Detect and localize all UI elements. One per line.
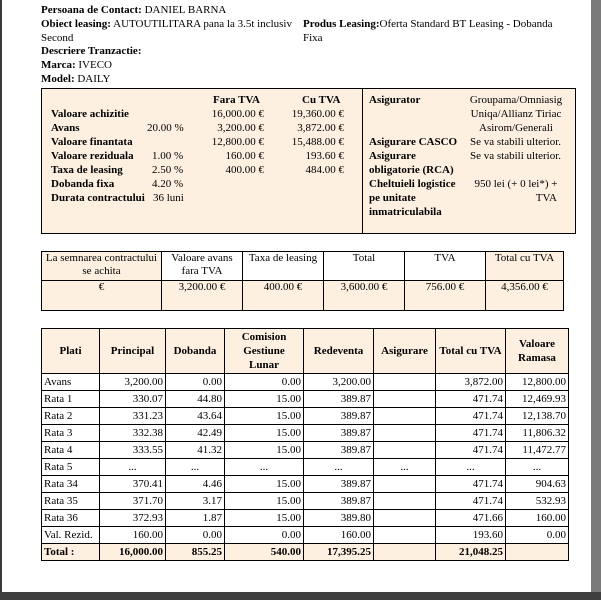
- summary-value: 400.00 €: [243, 281, 324, 311]
- row-label: Rata 4: [42, 442, 100, 459]
- table-row: [42, 510, 569, 527]
- row-pct: 36 luni: [153, 192, 184, 204]
- row-cell: 160.00: [304, 527, 374, 544]
- col-header: Valoare Ramasa: [506, 329, 569, 374]
- row-cu: 3,872.00 €: [297, 122, 344, 134]
- table-row: [42, 442, 569, 459]
- insurer-line: Asirom/Generali: [479, 122, 553, 134]
- contact-value: DANIEL BARNA: [144, 4, 227, 16]
- summary-value: €: [42, 281, 162, 311]
- row-cell: [374, 425, 436, 442]
- row-cell: 332.38: [100, 425, 166, 442]
- row-fara: 400.00 €: [225, 164, 264, 176]
- row-cell: 904.63: [506, 476, 569, 493]
- payment-on-signing-table: [41, 251, 564, 311]
- insurance-box: [362, 88, 576, 234]
- col-header: Comision Gestiune Lunar: [225, 329, 304, 374]
- table-row: [42, 374, 569, 391]
- row-pct: 4.20 %: [152, 178, 184, 190]
- row-cell: 3,200.00: [304, 374, 374, 391]
- row-cell: 11,472.77: [506, 442, 569, 459]
- table-row: [42, 527, 569, 544]
- col-fara-tva: Fara TVA: [213, 94, 260, 106]
- product-value-line2: Fixa: [303, 32, 323, 44]
- contact-label: Persoana de Contact:: [41, 4, 142, 16]
- row-cell: 0.00: [506, 527, 569, 544]
- row-cell: 471.74: [436, 442, 506, 459]
- table-row: [42, 408, 569, 425]
- rca-label-line1: Asigurare: [369, 150, 416, 162]
- row-cell: 471.74: [436, 425, 506, 442]
- row-cell: ...: [374, 459, 436, 476]
- row-cell: ...: [100, 459, 166, 476]
- payment-schedule-table: [41, 328, 569, 561]
- rca-label-line2: obligatorie (RCA): [369, 164, 454, 176]
- row-cell: 15.00: [225, 442, 304, 459]
- row-cell: 160.00: [506, 510, 569, 527]
- summary-header: Valoare avans fara TVA: [162, 252, 243, 281]
- casco-label: Asigurare CASCO: [369, 136, 458, 148]
- row-cell: 372.93: [100, 510, 166, 527]
- row-label: Rata 36: [42, 510, 100, 527]
- total-row: [42, 544, 569, 561]
- row-cell: 15.00: [225, 391, 304, 408]
- summary-value: 3,600.00 €: [324, 281, 405, 311]
- row-cell: 21,048.25: [436, 544, 506, 561]
- row-cell: [374, 493, 436, 510]
- row-cell: 471.74: [436, 408, 506, 425]
- brand-value: IVECO: [78, 59, 112, 71]
- row-cell: 0.00: [166, 527, 225, 544]
- row-label: Rata 35: [42, 493, 100, 510]
- summary-header: TVA: [405, 252, 486, 281]
- row-cell: 389.87: [304, 391, 374, 408]
- row-pct: 20.00 %: [147, 122, 184, 134]
- table-row: [42, 459, 569, 476]
- row-cu: 19,360.00 €: [291, 108, 344, 120]
- row-cell: 389.80: [304, 510, 374, 527]
- row-cell: [374, 391, 436, 408]
- col-cu-tva: Cu TVA: [302, 94, 341, 106]
- row-cell: 43.64: [166, 408, 225, 425]
- row-cell: 15.00: [225, 476, 304, 493]
- row-cell: ...: [225, 459, 304, 476]
- row-pct: 2.50 %: [152, 164, 184, 176]
- row-cell: 44.80: [166, 391, 225, 408]
- row-cell: [374, 442, 436, 459]
- row-cell: 471.74: [436, 391, 506, 408]
- row-cell: 389.87: [304, 442, 374, 459]
- row-cell: 15.00: [225, 425, 304, 442]
- product-row: [303, 18, 553, 31]
- row-cell: [374, 544, 436, 561]
- table-row: [42, 425, 569, 442]
- row-cell: 15.00: [225, 493, 304, 510]
- row-cell: ...: [166, 459, 225, 476]
- row-fara: 12,800.00 €: [211, 136, 264, 148]
- col-header: Principal: [100, 329, 166, 374]
- row-cell: [374, 527, 436, 544]
- row-label: Valoare finantata: [51, 136, 133, 148]
- product-value: Oferta Standard BT Leasing - Dobanda: [379, 18, 553, 30]
- description-label: Descriere Tranzactie:: [41, 45, 142, 57]
- row-cu: 15,488.00 €: [291, 136, 344, 148]
- logistic-label-line3: inmatriculabila: [369, 206, 442, 218]
- col-header: Redeventa: [304, 329, 374, 374]
- col-header: Total cu TVA: [436, 329, 506, 374]
- row-cell: 12,800.00: [506, 374, 569, 391]
- values-box: [41, 88, 363, 234]
- summary-header: Taxa de leasing: [243, 252, 324, 281]
- row-fara: 160.00 €: [225, 150, 264, 162]
- row-cell: 3,200.00: [100, 374, 166, 391]
- row-label: Rata 2: [42, 408, 100, 425]
- summary-header: Total: [324, 252, 405, 281]
- row-cell: 389.87: [304, 476, 374, 493]
- row-cell: 17,395.25: [304, 544, 374, 561]
- row-label: Valoare achizitie: [51, 108, 129, 120]
- col-header: Asigurare: [374, 329, 436, 374]
- row-label: Valoare reziduala: [51, 150, 134, 162]
- row-cell: 389.87: [304, 408, 374, 425]
- row-cell: 42.49: [166, 425, 225, 442]
- row-label: Total :: [42, 544, 100, 561]
- summary-value: 4,356.00 €: [486, 281, 564, 311]
- brand-label: Marca:: [41, 59, 76, 71]
- object-row: [41, 18, 292, 31]
- row-cell: 389.87: [304, 425, 374, 442]
- payments-header-row: [42, 329, 569, 374]
- row-cell: [506, 544, 569, 561]
- contact-row: [41, 4, 226, 17]
- summary-header: La semnarea contractului se achita: [42, 252, 162, 281]
- row-cell: 532.93: [506, 493, 569, 510]
- row-pct: 1.00 %: [152, 150, 184, 162]
- row-cell: 0.00: [225, 374, 304, 391]
- row-cell: 331.23: [100, 408, 166, 425]
- row-label: Rata 5: [42, 459, 100, 476]
- row-label: Rata 34: [42, 476, 100, 493]
- summary-value: 3,200.00 €: [162, 281, 243, 311]
- row-cell: 160.00: [100, 527, 166, 544]
- object-label: Obiect leasing:: [41, 18, 111, 30]
- insurer-label: Asigurator: [369, 94, 421, 106]
- row-cell: 333.55: [100, 442, 166, 459]
- row-cell: 12,469.93: [506, 391, 569, 408]
- row-cell: 471.66: [436, 510, 506, 527]
- table-row: [42, 476, 569, 493]
- object-value-line2: Second: [41, 32, 74, 44]
- row-label: Taxa de leasing: [51, 164, 123, 176]
- table-row: [42, 391, 569, 408]
- col-header: Plati: [42, 329, 100, 374]
- row-cell: ...: [436, 459, 506, 476]
- logistic-value-line1: 950 lei (+ 0 lei*) +: [474, 178, 558, 190]
- row-cell: 15.00: [225, 510, 304, 527]
- row-label: Val. Rezid.: [42, 527, 100, 544]
- rca-value: Se va stabili ulterior.: [470, 150, 562, 162]
- row-cell: ...: [506, 459, 569, 476]
- model-row: [41, 73, 110, 86]
- product-label: Produs Leasing:: [303, 18, 380, 30]
- row-label: Avans: [42, 374, 100, 391]
- row-cell: 330.07: [100, 391, 166, 408]
- row-cu: 193.60 €: [305, 150, 344, 162]
- model-label: Model:: [41, 73, 75, 85]
- row-cell: 0.00: [225, 527, 304, 544]
- row-cell: [374, 476, 436, 493]
- row-cell: 41.32: [166, 442, 225, 459]
- row-cell: 11,806.32: [506, 425, 569, 442]
- summary-header: Total cu TVA: [486, 252, 564, 281]
- row-cell: 1.87: [166, 510, 225, 527]
- row-cell: 12,138.70: [506, 408, 569, 425]
- row-cu: 484.00 €: [305, 164, 344, 176]
- row-label: Rata 1: [42, 391, 100, 408]
- row-cell: 0.00: [166, 374, 225, 391]
- viewer-scrollbar-area: [591, 0, 601, 600]
- row-cell: 471.74: [436, 476, 506, 493]
- row-cell: ...: [304, 459, 374, 476]
- row-label: Rata 3: [42, 425, 100, 442]
- row-label: Dobanda fixa: [51, 178, 115, 190]
- summary-value: 756.00 €: [405, 281, 486, 311]
- document-page: [2, 0, 591, 592]
- row-cell: 15.00: [225, 408, 304, 425]
- row-cell: 3,872.00: [436, 374, 506, 391]
- row-fara: 16,000.00 €: [211, 108, 264, 120]
- row-fara: 3,200.00 €: [217, 122, 264, 134]
- row-cell: [374, 510, 436, 527]
- row-cell: 855.25: [166, 544, 225, 561]
- logistic-value-line2: TVA: [535, 192, 557, 204]
- row-cell: 16,000.00: [100, 544, 166, 561]
- object-value: AUTOUTILITARA pana la 3.5t inclusiv: [113, 18, 292, 30]
- col-header: Dobanda: [166, 329, 225, 374]
- row-cell: 193.60: [436, 527, 506, 544]
- row-cell: [374, 374, 436, 391]
- logistic-label-line2: pe unitate: [369, 192, 416, 204]
- row-cell: 471.74: [436, 493, 506, 510]
- logistic-label-line1: Cheltuieli logistice: [369, 178, 456, 190]
- table-row: [42, 493, 569, 510]
- insurer-line: Uniqa/Allianz Tiriac: [470, 108, 562, 120]
- row-label: Durata contractului: [51, 192, 145, 204]
- row-label: Avans: [51, 122, 80, 134]
- row-cell: 371.70: [100, 493, 166, 510]
- model-value: DAILY: [77, 73, 111, 85]
- row-cell: 4.46: [166, 476, 225, 493]
- viewer-frame-bottom: [0, 592, 601, 600]
- brand-row: [41, 59, 112, 72]
- row-cell: 370.41: [100, 476, 166, 493]
- row-cell: 3.17: [166, 493, 225, 510]
- casco-value: Se va stabili ulterior.: [470, 136, 562, 148]
- row-cell: 389.87: [304, 493, 374, 510]
- insurer-line: Groupama/Omniasig: [469, 94, 563, 106]
- row-cell: 540.00: [225, 544, 304, 561]
- row-cell: [374, 408, 436, 425]
